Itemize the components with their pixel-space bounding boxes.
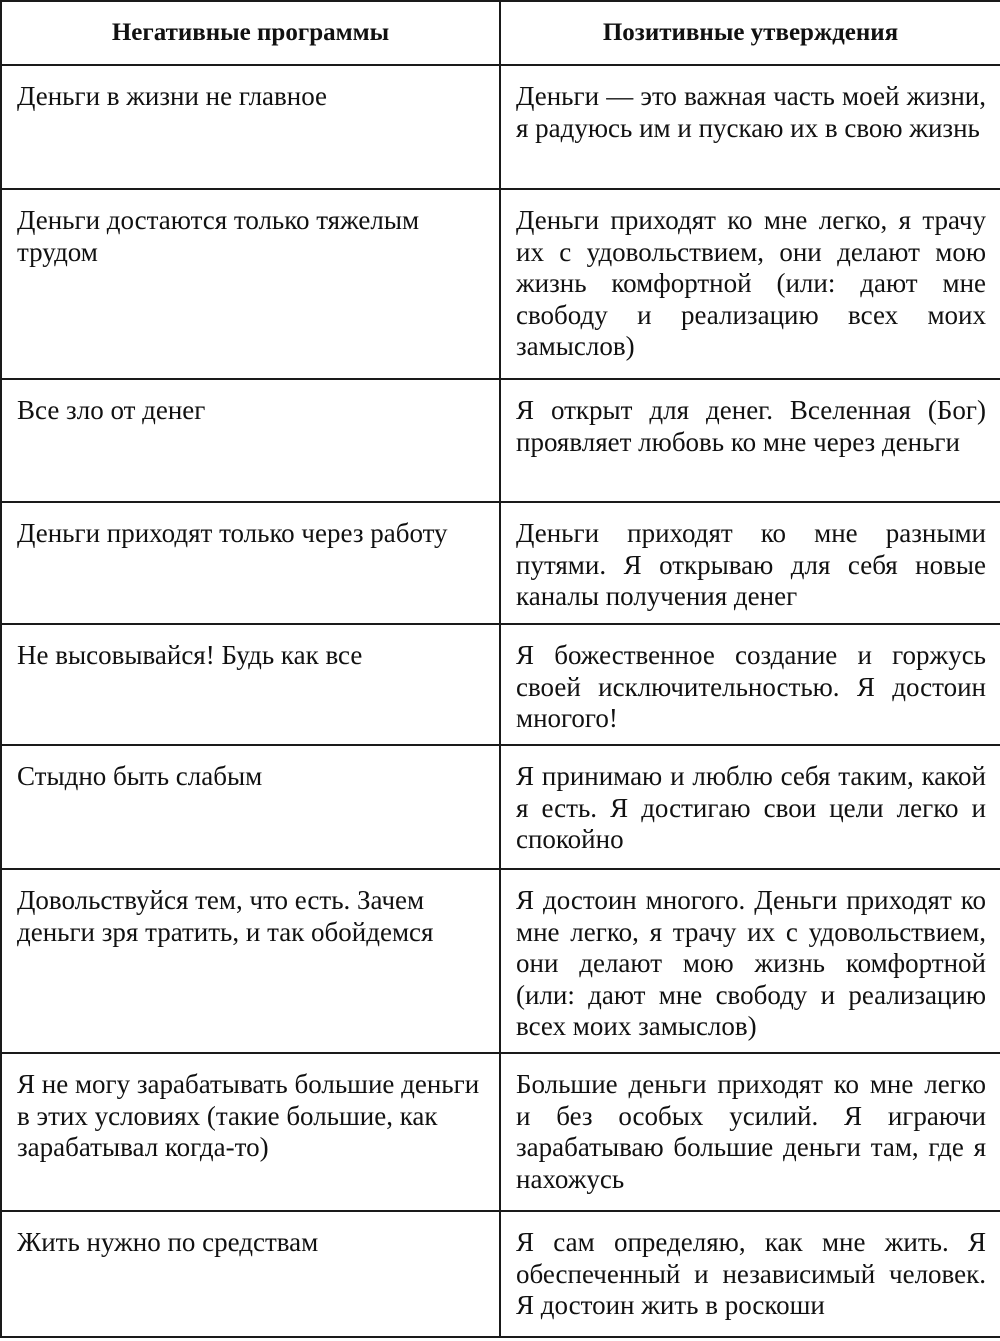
positive-affirmation-cell: Деньги приходят ко мне разными путями. Я открываю для себя новые каналы получения денег: [500, 502, 1000, 624]
table-row: [1, 869, 1000, 1053]
negative-program-cell: Деньги достаются только тяжелым трудом: [1, 189, 500, 379]
positive-affirmation-cell: Я принимаю и люблю себя таким, какой я есть. Я достигаю свои цели легко и спокойно: [500, 745, 1000, 869]
table-row: [1, 502, 1000, 624]
negative-program-cell: Жить нужно по средствам: [1, 1211, 500, 1337]
negative-program-cell: Деньги в жизни не главное: [1, 65, 500, 189]
table-row: [1, 745, 1000, 869]
positive-affirmation-cell: Я достоин многого. Деньги приходят ко мне легко, я трачу их с удовольствием, они делают мою жизнь комфортной (или: дают мне свободу и реализацию всех моих замыслов): [500, 869, 1000, 1053]
header-negative-programs: Негативные программы: [1, 1, 500, 65]
header-positive-affirmations: Позитивные утверждения: [500, 1, 1000, 65]
table-row: [1, 379, 1000, 502]
negative-program-cell: Я не могу зарабатывать большие деньги в этих условиях (такие большие, как зарабатывал когда-то): [1, 1053, 500, 1211]
negative-program-cell: Стыдно быть слабым: [1, 745, 500, 869]
positive-affirmation-cell: Деньги — это важная часть моей жизни, я радуюсь им и пускаю их в свою жизнь: [500, 65, 1000, 189]
table-row: [1, 65, 1000, 189]
positive-affirmation-cell: Я сам определяю, как мне жить. Я обеспеченный и независимый человек. Я достоин жить в роскоши: [500, 1211, 1000, 1337]
negative-program-cell: Довольствуйся тем, что есть. Зачем деньги зря тратить, и так обойдемся: [1, 869, 500, 1053]
negative-program-cell: Не высовывайся! Будь как все: [1, 624, 500, 745]
negative-program-cell: Все зло от денег: [1, 379, 500, 502]
table-row: [1, 189, 1000, 379]
positive-affirmation-cell: Я открыт для денег. Вселенная (Бог) проявляет любовь ко мне через деньги: [500, 379, 1000, 502]
table-row: [1, 624, 1000, 745]
negative-program-cell: Деньги приходят только через работу: [1, 502, 500, 624]
table-row: [1, 1211, 1000, 1337]
positive-affirmation-cell: Деньги приходят ко мне легко, я трачу их с удовольствием, они делают мою жизнь комфортной (или: дают мне свободу и реализацию всех моих замыслов): [500, 189, 1000, 379]
positive-affirmation-cell: Большие деньги приходят ко мне легко и без особых усилий. Я играючи зарабатываю большие деньги там, где я нахожусь: [500, 1053, 1000, 1211]
positive-affirmation-cell: Я божественное создание и горжусь своей исключительностью. Я достоин многого!: [500, 624, 1000, 745]
table-row: [1, 1053, 1000, 1211]
table-header-row: [1, 1, 1000, 65]
